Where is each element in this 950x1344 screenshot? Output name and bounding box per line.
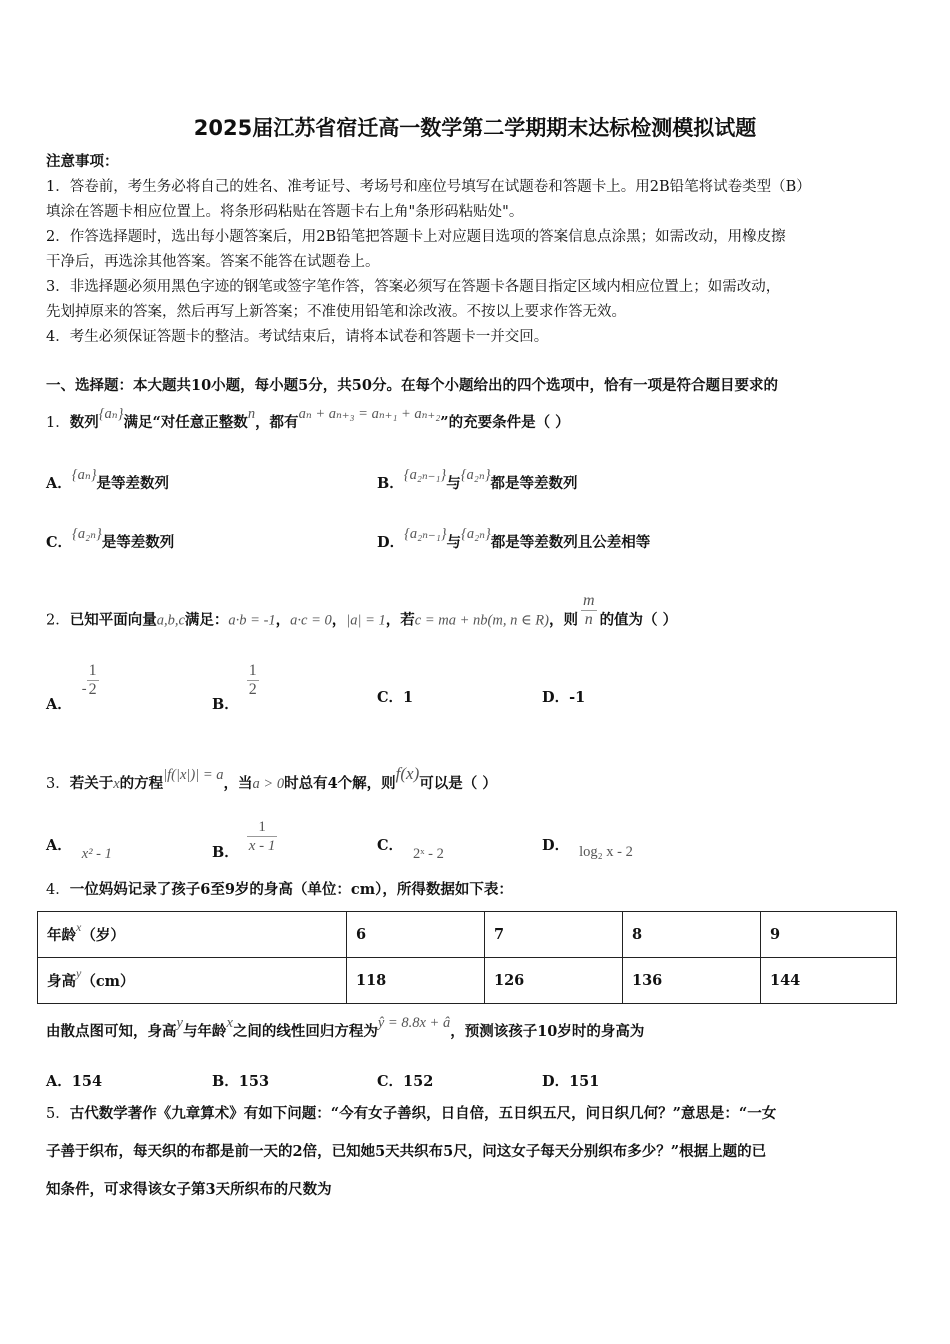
q1-math-seq: {aₙ} <box>98 406 124 422</box>
option-label: C． <box>46 534 73 551</box>
notice-line-4: 干净后，再选涂其他答案。答案不能答在试题卷上。 <box>46 254 380 270</box>
option-text: 151 <box>569 1073 600 1090</box>
option-fraction <box>247 818 278 855</box>
q3-option-c[interactable] <box>377 834 444 862</box>
table-cell: 6 <box>347 912 485 958</box>
question-2 <box>46 592 678 639</box>
q4-intro: 一位妈妈记录了孩子6至9岁的身高（单位：cm），所得数据如下表： <box>69 881 513 898</box>
q4-option-c[interactable] <box>377 1070 433 1091</box>
notice-line-3: 2．作答选择题时，选出每小题答案后，用2B铅笔把答题卡上对应题目选项的答案信息点涂黑；如需改动，用橡皮擦 <box>46 229 786 245</box>
q2-math: a,b,c <box>156 612 185 629</box>
q2-math: a·c = 0 <box>290 612 332 629</box>
option-text: 152 <box>403 1073 434 1090</box>
table-cell: 118 <box>347 958 485 1004</box>
q3-math: a > 0 <box>252 776 285 792</box>
q2-text: 的值为（ ） <box>599 611 678 629</box>
q4-text: ，预测该孩子10岁时的身高为 <box>450 1023 645 1040</box>
notice-line-6: 先划掉原来的答案，然后再写上新答案；不准使用铅笔和涂改液。不按以上要求作答无效。 <box>46 304 626 320</box>
option-label: B． <box>212 695 239 713</box>
question-1 <box>46 406 570 433</box>
option-label: C． <box>377 689 404 706</box>
q3-text: 时总有4个解，则 <box>284 775 396 792</box>
notice-line-5: 3．非选择题必须用黑色字迹的钢笔或签字笔作答，答案必须写在答题卡各题目指定区域内相应位置上；如需改动， <box>46 279 781 295</box>
frac-num: 1 <box>258 819 266 835</box>
table-cell: 7 <box>485 912 623 958</box>
q2-text: ，则 <box>549 611 578 629</box>
notice-heading: 注意事项： <box>46 153 119 170</box>
frac-num: 1 <box>88 662 97 679</box>
table-cell: 136 <box>623 958 761 1004</box>
question-5-line-2: 子善于织布，每天织的布都是前一天的2倍，已知她5天共织布5尺，问这女子每天分别织布多少？”根据上题的已 <box>46 1143 767 1160</box>
option-text: 是等差数列 <box>101 534 175 551</box>
q1-math-eq: aₙ + aₙ₊₃ = aₙ₊₁ + aₙ₊₂ <box>298 406 441 422</box>
option-text: 153 <box>238 1073 270 1090</box>
option-math: log₂ x - 2 <box>579 844 633 860</box>
option-text: 都是等差数列 <box>490 475 578 492</box>
option-text: 都是等差数列且公差相等 <box>490 534 651 551</box>
page-title: 2025届江苏省宿迁高一数学第二学期期末达标检测模拟试题 <box>193 116 757 140</box>
q2-text: ， <box>331 611 347 629</box>
q1-text: ”的充要条件是（ ） <box>440 414 570 431</box>
option-math: {a₂ₙ} <box>460 467 491 483</box>
option-math: {a₂ₙ} <box>72 526 102 542</box>
cell-unit: （岁） <box>81 927 125 944</box>
option-label: A． <box>46 837 72 854</box>
table-cell: 126 <box>485 958 623 1004</box>
q4-option-b[interactable] <box>212 1070 269 1091</box>
q4-regression-equation: ŷ = 8.8x + â <box>377 1015 451 1031</box>
option-label: D． <box>542 689 570 706</box>
table-row <box>38 958 897 1004</box>
q4-math: y <box>176 1015 183 1031</box>
notice-line-7: 4．考生必须保证答题卡的整洁。考试结束后，请将本试卷和答题卡一并交回。 <box>46 329 549 345</box>
option-math: {aₙ} <box>71 467 97 483</box>
q4-text: 与年龄 <box>182 1023 227 1040</box>
option-text: 与 <box>446 534 462 551</box>
q4-math: x <box>226 1015 233 1031</box>
question-4-body <box>46 1015 645 1042</box>
frac-den: x - 1 <box>248 838 276 854</box>
table-cell: 9 <box>761 912 897 958</box>
q2-math: |a| = 1 <box>346 612 386 629</box>
question-3 <box>46 764 497 794</box>
notice-line-2: 填涂在答题卡相应位置上。将条形码粘贴在答题卡右上角"条形码粘贴处"。 <box>46 204 524 220</box>
q3-option-d[interactable] <box>542 834 633 860</box>
option-label: A． <box>46 695 72 713</box>
q3-math: |f(|x|)| = a <box>163 767 224 783</box>
q3-text: 若关于 <box>69 775 114 792</box>
q4-option-a[interactable] <box>46 1070 102 1091</box>
option-label: C． <box>377 1073 404 1090</box>
q2-math: a·b = -1 <box>228 612 276 629</box>
q2-option-a[interactable] <box>46 662 99 713</box>
q2-fraction <box>581 592 597 629</box>
option-text: -1 <box>569 689 586 706</box>
table-row-header <box>38 958 347 1004</box>
option-label: A． <box>46 475 72 492</box>
option-text: 与 <box>446 475 461 492</box>
q4-option-d[interactable] <box>542 1070 599 1091</box>
q5-text: 古代数学著作《九章算术》有如下问题：“今有女子善织，日自倍，五日织五尺，问日织几何？”意思是：“一女 <box>69 1105 777 1122</box>
q3-option-a[interactable] <box>46 834 112 862</box>
q4-text: 由散点图可知，身高 <box>46 1023 177 1040</box>
cell-text: 身高 <box>47 973 76 990</box>
cell-text: 年龄 <box>47 927 76 944</box>
q2-text: 满足： <box>184 611 229 629</box>
question-number: 5． <box>46 1106 70 1122</box>
frac-num: m <box>583 592 595 609</box>
option-label: B． <box>212 843 239 861</box>
q1-text: 数列 <box>69 414 99 431</box>
option-sign: - <box>81 680 87 697</box>
q3-option-b[interactable] <box>212 818 277 861</box>
option-label: B． <box>377 475 404 492</box>
question-5-line-1 <box>46 1104 776 1124</box>
q1-text: ，都有 <box>255 414 299 431</box>
option-label: B． <box>212 1073 239 1090</box>
option-text: 154 <box>71 1073 103 1090</box>
q3-text: 的方程 <box>119 775 164 792</box>
q3-math: x <box>113 776 120 792</box>
q2-text: ，若 <box>385 611 415 629</box>
question-number: 1． <box>46 415 70 431</box>
frac-den: 2 <box>88 681 97 698</box>
table-cell: 8 <box>623 912 761 958</box>
section-heading: 一、选择题：本大题共10小题，每小题5分，共50分。在每个小题给出的四个选项中，恰有一项是符合题目要求的 <box>46 377 778 394</box>
option-text: 是等差数列 <box>96 475 169 492</box>
q3-math: f(x) <box>395 764 420 783</box>
option-fraction <box>247 662 259 699</box>
table-row <box>38 912 897 958</box>
frac-den: 2 <box>248 681 257 698</box>
question-number: 2． <box>46 612 70 629</box>
cell-unit: （cm） <box>81 973 135 990</box>
q1-option-d[interactable] <box>377 526 651 552</box>
q1-math-n: n <box>247 406 256 422</box>
q2-text: 已知平面向量 <box>69 611 157 629</box>
age-height-table <box>37 911 897 1004</box>
q3-text: 可以是（ ） <box>419 775 497 792</box>
q2-option-d[interactable] <box>542 686 585 707</box>
frac-num: 1 <box>248 662 257 679</box>
option-math: {a₂ₙ} <box>461 526 491 542</box>
option-label: D． <box>542 1073 570 1090</box>
q1-text: 满足“对任意正整数 <box>123 414 248 431</box>
option-label: D． <box>377 534 405 551</box>
option-label: A． <box>46 1073 72 1090</box>
q1-option-c[interactable] <box>46 526 175 552</box>
table-cell: 144 <box>761 958 897 1004</box>
question-number: 4． <box>46 882 70 898</box>
q1-option-a[interactable] <box>46 467 169 493</box>
question-5-line-3: 知条件，可求得该女子第3天所织布的尺数为 <box>46 1181 332 1198</box>
option-math: {a₂ₙ₋₁} <box>403 467 447 483</box>
table-row-header <box>38 912 347 958</box>
option-label: D． <box>542 837 570 854</box>
question-number: 3． <box>46 776 70 792</box>
q2-option-c[interactable] <box>377 686 413 707</box>
question-4 <box>46 880 513 900</box>
q1-option-b[interactable] <box>377 467 578 493</box>
q2-math: c = ma + nb(m, n ∈ R) <box>414 612 549 629</box>
cell-var: y <box>76 966 82 980</box>
notice-line-1: 1．答卷前，考生务必将自己的姓名、准考证号、考场号和座位号填写在试题卷和答题卡上。用2B铅笔将试卷类型（B） <box>46 179 811 195</box>
q3-text: ，当 <box>223 775 253 792</box>
cell-var: x <box>76 920 82 934</box>
q2-option-b[interactable] <box>212 662 259 713</box>
q4-text: 之间的线性回归方程为 <box>232 1023 378 1040</box>
option-fraction <box>87 662 99 699</box>
frac-den: n <box>581 610 597 629</box>
option-math: {a₂ₙ₋₁} <box>404 526 447 542</box>
option-math: x² - 1 <box>81 846 112 862</box>
option-math: 2ˣ - 2 <box>413 846 444 862</box>
q2-text: ， <box>275 611 291 629</box>
option-label: C． <box>377 837 404 854</box>
option-text: 1 <box>403 689 414 706</box>
